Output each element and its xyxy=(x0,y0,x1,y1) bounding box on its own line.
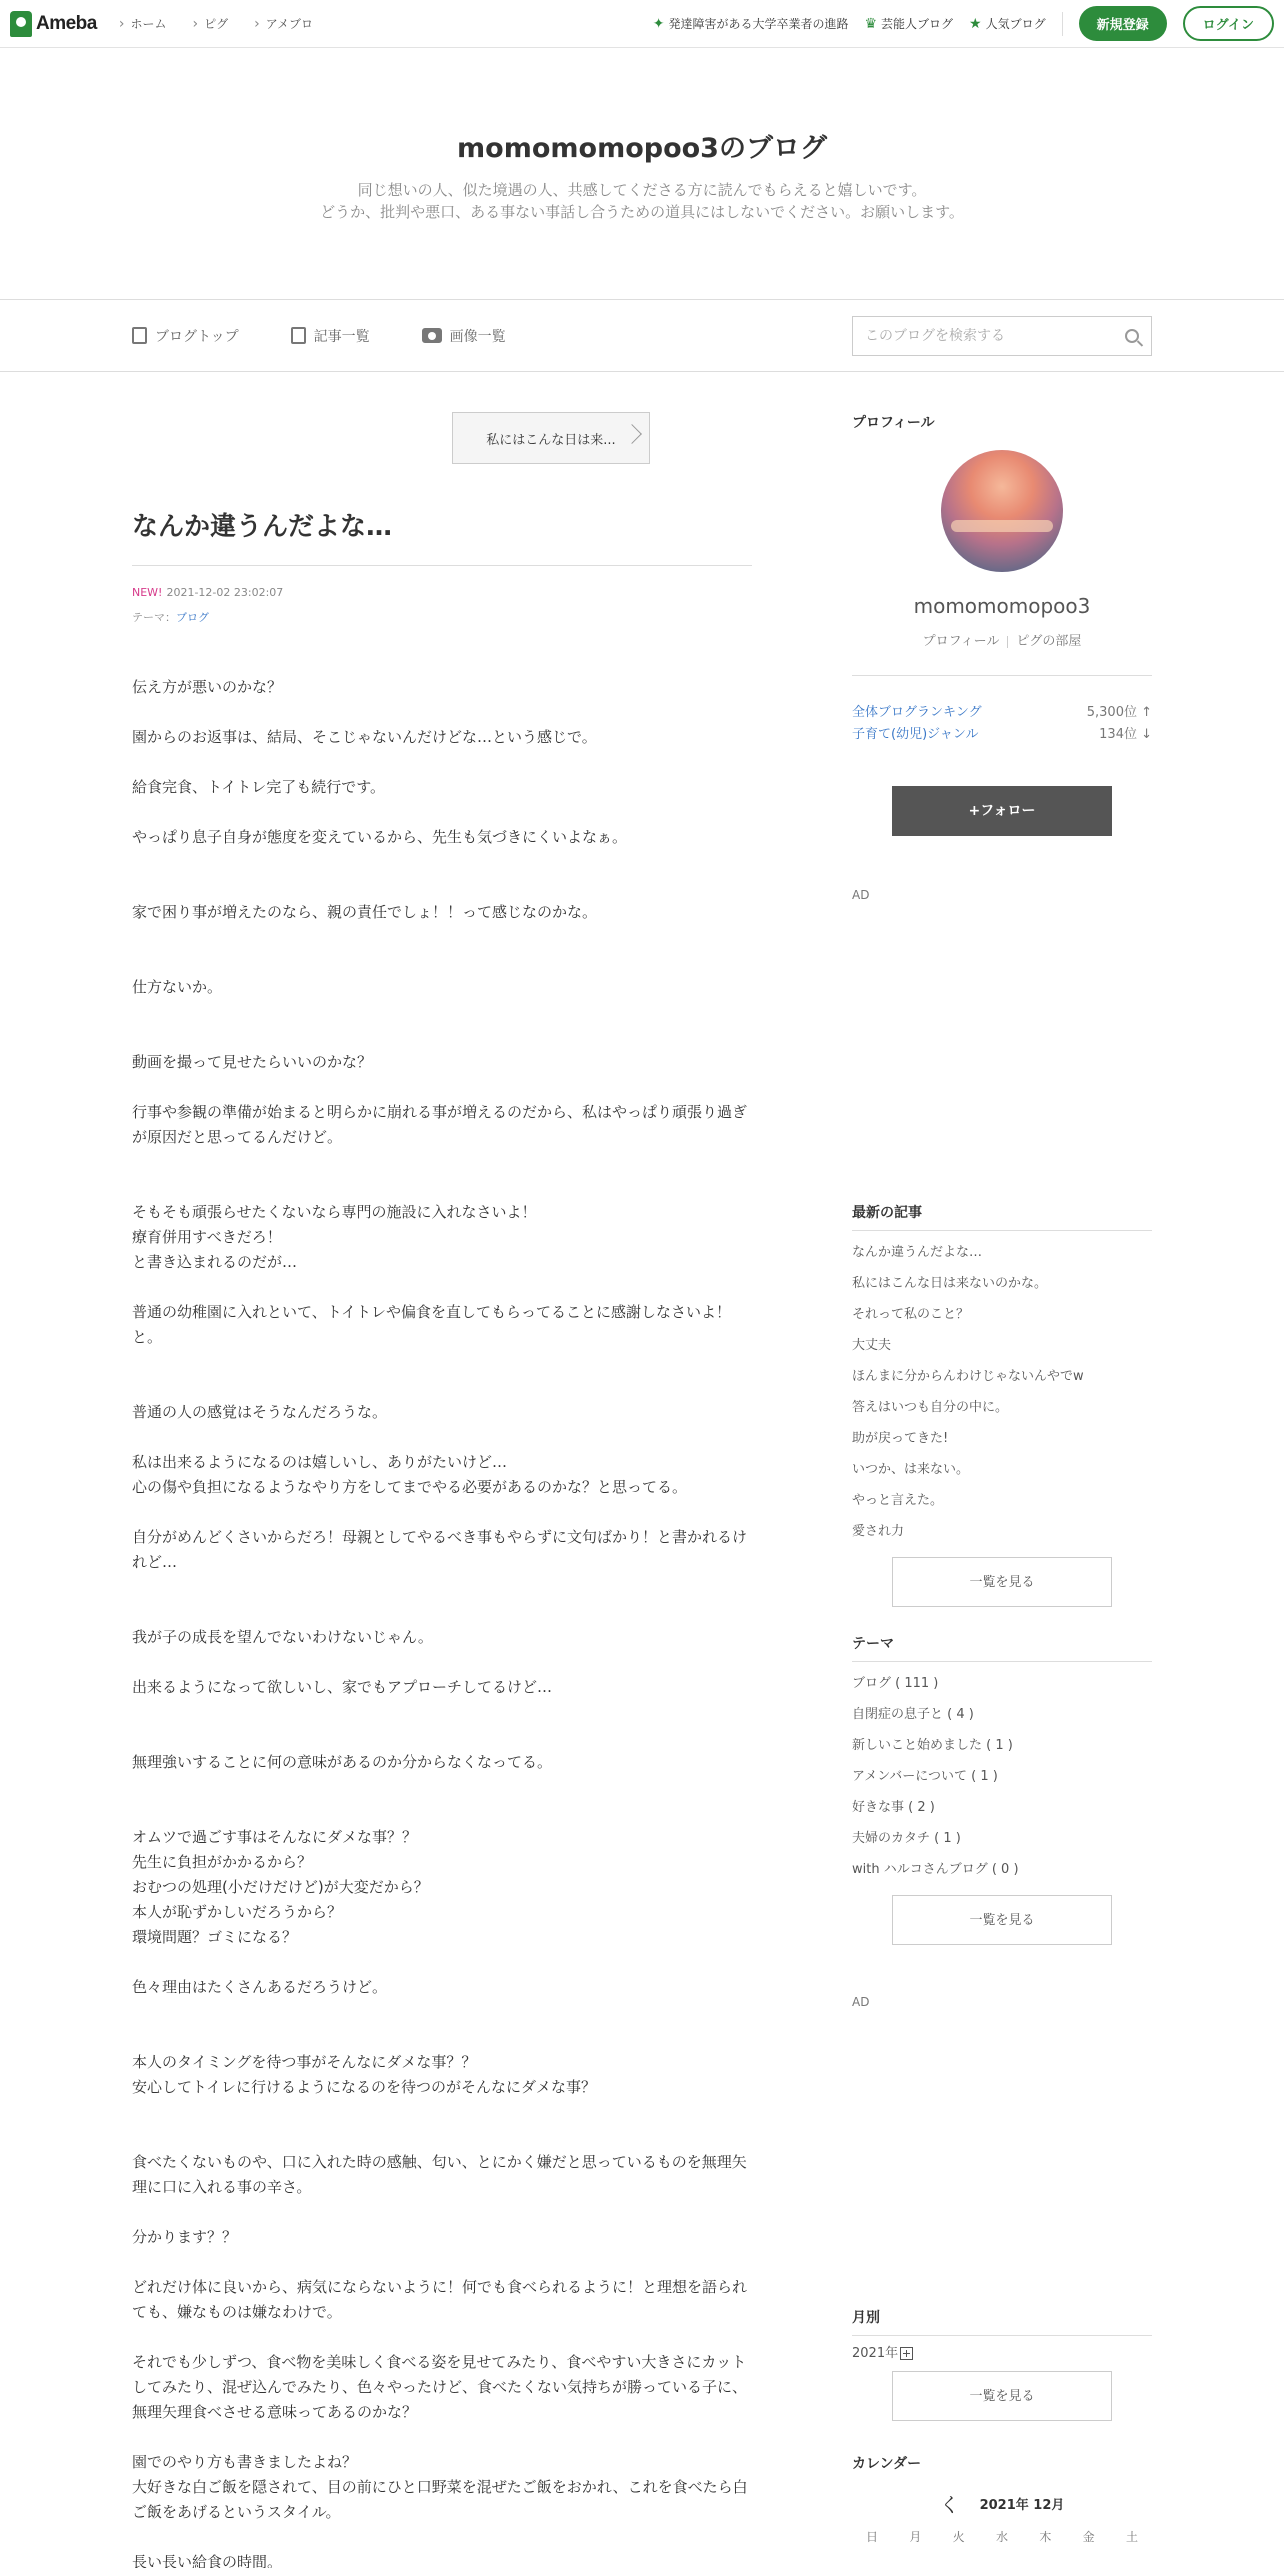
chevron-right-icon xyxy=(622,424,642,444)
sidebar xyxy=(852,372,1152,2568)
overall-ranking-value: 5,300位 ↑ xyxy=(1086,705,1152,720)
content-wrapper xyxy=(0,372,1284,2568)
paragraph: それでも少しずつ、食べ物を美味しく食べる姿を見せてみたり、食べやすい大きさにカットしてみたり、混ぜ込んでみたり、色々やったけど、食べたくない気持ちが勝っている子に、無理矢理食べさせる意味ってあるのかな？ xyxy=(132,2353,748,2421)
blog-header xyxy=(0,48,1284,300)
paragraph: 普通の人の感覚はそうなんだろうな。 xyxy=(132,1403,388,1421)
global-nav xyxy=(119,15,313,32)
weekday: 木 xyxy=(1039,2530,1052,2544)
theme-label: テーマ： xyxy=(132,611,176,624)
paragraph: 長い長い給食の時間。 xyxy=(132,2553,283,2568)
recent-entries-list xyxy=(852,1237,1152,1547)
hot-topic-label: 発達障害がある大学卒業者の進路 xyxy=(668,17,849,31)
recent-entry-item[interactable]: いつか、は来ない。 xyxy=(852,1462,970,1477)
ameba-logo-icon xyxy=(10,11,32,37)
pig-room-link[interactable]: ピグの部屋 xyxy=(1016,634,1082,649)
overall-ranking-link[interactable]: 全体ブログランキング xyxy=(852,705,982,720)
weekday: 日 xyxy=(866,2530,879,2544)
paragraph: オムツで過ごす事はそんなにダメな事？？ 先生に負担がかかるから？ おむつの処理(小だけだけど)が大変だから？ 本人が恥ずかしいだろうから？ 環境問題？ゴミになる？ xyxy=(132,1828,429,1946)
paragraph: 本人のタイミングを待つ事がそんなにダメな事？？ 安心してトイレに行けるようになるのを待つのがそんなにダメな事？ xyxy=(132,2053,596,2096)
entry-datetime: 2021-12-02 23:02:07 xyxy=(166,586,284,599)
paragraph: 伝え方が悪いのかな？ xyxy=(132,678,283,696)
entry-title[interactable]: なんか違うんだよな… xyxy=(132,506,752,566)
popular-blog-link[interactable] xyxy=(969,15,1046,32)
blog-top-link[interactable] xyxy=(132,326,239,346)
weekday: 水 xyxy=(995,2530,1008,2544)
recent-entry-item[interactable]: それって私のこと？ xyxy=(852,1307,970,1322)
main-column xyxy=(132,372,752,2568)
celebrity-blog-label: 芸能人ブログ xyxy=(881,17,954,31)
previous-entry-button[interactable] xyxy=(452,412,650,464)
follow-button[interactable]: +フォロー xyxy=(892,786,1112,836)
hot-topic-link[interactable] xyxy=(653,15,849,32)
paragraph: 自分がめんどくさいからだろ！母親としてやるべき事もやらずに文句ばかり！と書かれるけれど… xyxy=(132,1528,748,1571)
profile-links xyxy=(852,630,1152,649)
profile-link[interactable]: プロフィール xyxy=(922,634,1000,649)
theme-list xyxy=(852,1668,1152,1885)
theme-heading: テーマ xyxy=(852,1633,1152,1662)
weekday: 金 xyxy=(1082,2530,1095,2544)
paragraph: 食べたくないものや、口に入れた時の感触、匂い、とにかく嫌だと思っているものを無理矢理に口に入れる事の辛さ。 xyxy=(132,2153,747,2196)
theme-item[interactable]: 新しいこと始めました ( 1 ) xyxy=(852,1738,1013,1753)
crown-icon: ♛ xyxy=(864,15,878,32)
blog-search xyxy=(852,316,1152,356)
paragraph: そもそも頑張らせたくないなら専門の施設に入れなさいよ！ 療育併用すべきだろ！ と書き込まれるのだが… xyxy=(132,1203,537,1271)
recent-entry-item[interactable]: 助が戻ってきた! xyxy=(852,1431,949,1446)
search-icon[interactable] xyxy=(1125,329,1139,343)
profile-avatar[interactable] xyxy=(941,450,1063,572)
signup-button[interactable]: 新規登録 xyxy=(1079,6,1167,41)
calendar-heading: カレンダー xyxy=(852,2456,922,2472)
theme-more-button[interactable]: 一覧を見る xyxy=(892,1895,1112,1945)
global-nav-home[interactable]: › ホーム xyxy=(119,15,167,32)
image-list-label: 画像一覧 xyxy=(449,328,506,345)
paragraph: 園でのやり方も書きましたよね？ 大好きな白ご飯を隠されて、目の前にひと口野菜を混ぜたご飯をおかれ、これを食べたら白ご飯をあげるというスタイル。 xyxy=(132,2453,748,2521)
new-badge: NEW! xyxy=(132,586,163,599)
recent-entry-item[interactable]: 答えはいつも自分の中に。 xyxy=(852,1400,1009,1415)
weekday: 土 xyxy=(1125,2530,1138,2544)
paragraph: 無理強いすることに何の意味があるのか分からなくなってる。 xyxy=(132,1753,553,1771)
paragraph: 色々理由はたくさんあるだろうけど。 xyxy=(132,1978,388,1996)
popular-blog-label: 人気ブログ xyxy=(985,17,1046,31)
ameba-logo[interactable] xyxy=(10,11,97,37)
paragraph: 我が子の成長を望んでないわけないじゃん。 xyxy=(132,1628,433,1646)
genre-ranking-value: 134位 ↓ xyxy=(1099,727,1152,742)
divider xyxy=(852,675,1152,676)
paragraph: 給食完食、トイトレ完了も続行です。 xyxy=(132,778,386,796)
blog-title[interactable]: momomomopoo3のブログ xyxy=(457,133,827,164)
paragraph: 家で困り事が増えたのなら、親の責任でしょ！！って感じなのかな。 xyxy=(132,903,598,921)
document-icon xyxy=(132,327,147,344)
theme-item[interactable]: with ハルコさんブログ ( 0 ) xyxy=(852,1862,1019,1877)
theme-item[interactable]: 夫婦のカタチ ( 1 ) xyxy=(852,1831,961,1846)
divider xyxy=(1062,12,1063,36)
celebrity-blog-link[interactable] xyxy=(864,15,953,32)
calendar-nav xyxy=(852,2489,1152,2518)
recent-entry-item[interactable]: やっと言えた。 xyxy=(852,1493,944,1508)
recent-entry-item[interactable]: 私にはこんな日は来ないのかな。 xyxy=(852,1276,1048,1291)
paragraph: 行事や参観の準備が始まると明らかに崩れる事が増えるのだから、私はやっぱり頑張り過ぎが原因だと思ってるんだけど。 xyxy=(132,1103,748,1146)
ranking-row xyxy=(852,724,1152,746)
recent-entries-heading: 最新の記事 xyxy=(852,1202,1152,1231)
entry-meta xyxy=(132,586,752,599)
entry-list-link[interactable] xyxy=(291,326,370,346)
global-header xyxy=(0,0,1284,48)
entry-body xyxy=(132,675,752,2568)
genre-ranking-link[interactable]: 子育て(幼児)ジャンル xyxy=(852,727,979,742)
star-icon: ★ xyxy=(969,15,982,32)
paragraph: 私は出来るようになるのは嬉しいし、ありがたいけど… 心の傷や負担になるようなやり方をしてまでやる必要があるのかな？と思ってる。 xyxy=(132,1453,688,1496)
blog-description-line-2: どうか、批判や悪口、ある事ない事話し合うための道具にはしないでください。お願いします。 xyxy=(320,203,964,221)
recent-entry-item[interactable]: ほんまに分からんわけじゃないんやでw xyxy=(852,1369,1084,1384)
theme-item[interactable]: ブログ ( 111 ) xyxy=(852,1676,939,1691)
blog-top-label: ブログトップ xyxy=(155,328,239,345)
previous-entry-label: 私にはこんな日は来... xyxy=(486,432,616,448)
weekday: 火 xyxy=(952,2530,965,2544)
global-nav-ameblo[interactable]: › アメブロ xyxy=(254,15,313,32)
blog-nav xyxy=(0,300,1284,372)
paragraph: やっぱり息子自身が態度を変えているから、先生も気づきにくいよなぁ。 xyxy=(132,828,628,846)
calendar-prev-icon[interactable]: く xyxy=(939,2493,960,2517)
calendar-weekdays xyxy=(852,2528,1152,2545)
monthly-heading: 月別 xyxy=(852,2307,1152,2336)
global-nav-pigg[interactable]: › ピグ xyxy=(192,15,228,32)
recent-entry-item[interactable]: 大丈夫 xyxy=(852,1338,892,1353)
ad-label: AD xyxy=(852,1995,870,2009)
sparkle-icon: ✦ xyxy=(652,15,665,32)
calendar xyxy=(852,2489,1152,2545)
blog-search-input[interactable] xyxy=(865,328,1125,344)
blog-description-line-1: 同じ想いの人、似た境遇の人、共感してくださる方に読んでもらえると嬉しいです。 xyxy=(357,181,927,199)
theme-item[interactable]: 自閉症の息子と ( 4 ) xyxy=(852,1707,974,1722)
monthly-more-button[interactable]: 一覧を見る xyxy=(892,2371,1112,2421)
camera-icon xyxy=(422,328,442,343)
entry-list-label: 記事一覧 xyxy=(313,328,370,345)
recent-entry-item[interactable]: なんか違うんだよな… xyxy=(852,1245,983,1260)
paragraph: 園からのお返事は、結局、そこじゃないんだけどな…という感じで。 xyxy=(132,728,597,746)
copy-icon xyxy=(291,327,306,344)
paragraph: 分かります？？ xyxy=(132,2228,238,2246)
monthly-year-row[interactable] xyxy=(852,2342,1152,2361)
profile-heading: プロフィール xyxy=(852,415,935,431)
ad-label: AD xyxy=(852,888,870,902)
paragraph: 普通の幼稚園に入れといて、トイトレや偏食を直してもらってることに感謝しなさいよ！と。 xyxy=(132,1303,731,1346)
paragraph: 出来るようになって欲しいし、家でもアプローチしてるけど… xyxy=(132,1678,553,1696)
ameba-logo-text: Ameba xyxy=(36,12,97,34)
calendar-month: 2021年 12月 xyxy=(979,2498,1065,2513)
plus-icon[interactable] xyxy=(900,2347,913,2360)
ranking-row xyxy=(852,702,1152,724)
recent-entry-item[interactable]: 愛され力 xyxy=(852,1524,905,1539)
login-button[interactable]: ログイン xyxy=(1183,6,1274,41)
theme-item[interactable]: 好きな事 ( 2 ) xyxy=(852,1800,935,1815)
ranking xyxy=(852,702,1152,746)
divider xyxy=(1007,636,1008,648)
paragraph: 仕方ないか。 xyxy=(132,978,223,996)
entry-theme xyxy=(132,609,752,625)
header-right xyxy=(653,6,1274,41)
weekday: 月 xyxy=(909,2530,922,2544)
theme-link[interactable]: ブログ xyxy=(176,611,209,624)
image-list-link[interactable] xyxy=(422,326,506,346)
paragraph: 動画を撮って見せたらいいのかな？ xyxy=(132,1053,373,1071)
paragraph: どれだけ体に良いから、病気にならないように！何でも食べられるように！と理想を語られても、嫌なものは嫌なわけで。 xyxy=(132,2278,748,2321)
monthly-year: 2021年 xyxy=(852,2346,899,2361)
theme-item[interactable]: アメンバーについて ( 1 ) xyxy=(852,1769,998,1784)
recent-more-button[interactable]: 一覧を見る xyxy=(892,1557,1112,1607)
profile-name[interactable]: momomomopoo3 xyxy=(913,594,1091,618)
